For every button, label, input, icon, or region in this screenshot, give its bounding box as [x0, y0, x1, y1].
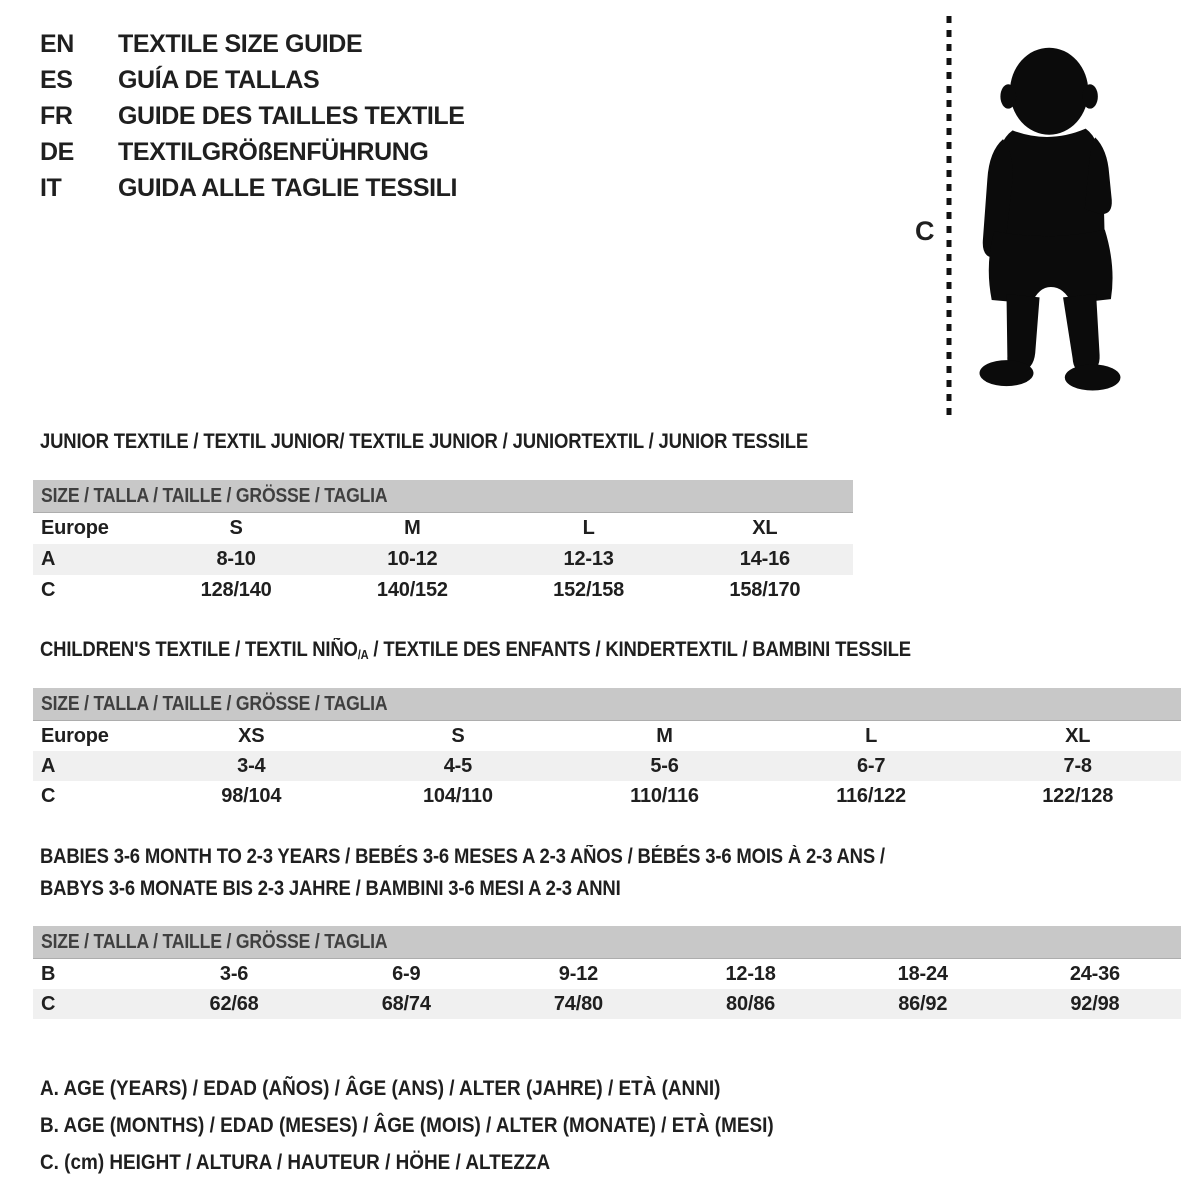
table-row-age-months: B 3-6 6-9 9-12 12-18 18-24 24-36 — [41, 962, 1120, 985]
size-header-bar: SIZE / TALLA / TAILLE / GRÖSSE / TAGLIA — [33, 688, 1181, 721]
table-row-height-cm: C 128/140 140/152 152/158 158/170 — [41, 579, 801, 601]
lang-code: DE — [40, 137, 74, 166]
table-row-age-years: A 8-10 10-12 12-13 14-16 — [33, 544, 853, 575]
lang-code: EN — [40, 29, 74, 58]
lang-row-it — [40, 170, 465, 206]
babies-section-title: BABIES 3-6 MONTH TO 2-3 YEARS / BEBÉS 3-6 MESES A 2-3 AÑOS / BÉBÉS 3-6 MOIS À 2-3 ANS / BABYS 3-6 MONATE BIS 2-3 JAHRE / BAMBINI 3-6 MESI A 2-3 ANNI — [40, 845, 885, 900]
lang-row-en — [40, 26, 465, 62]
lang-title: TEXTILE SIZE GUIDE — [118, 29, 363, 58]
lang-code: IT — [40, 173, 62, 202]
junior-section-title: JUNIOR TEXTILE / TEXTIL JUNIOR/ TEXTILE JUNIOR / JUNIORTEXTIL / JUNIOR TESSILE — [40, 430, 809, 453]
size-header-bar: SIZE / TALLA / TAILLE / GRÖSSE / TAGLIA — [33, 926, 1181, 959]
legend-line-age-months: B. AGE (MONTHS) / EDAD (MESES) / ÂGE (MOIS) / ALTER (MONATE) / ETÀ (MESI) — [40, 1113, 774, 1137]
size-header-bar: SIZE / TALLA / TAILLE / GRÖSSE / TAGLIA — [33, 480, 853, 513]
baby-silhouette-icon — [963, 20, 1137, 420]
childrens-section-title: CHILDREN'S TEXTILE / TEXTIL NIÑO/A / TEXTILE DES ENFANTS / KINDERTEXTIL / BAMBINI TESSILE — [40, 638, 911, 663]
lang-code: FR — [40, 101, 73, 130]
lang-row-de — [40, 134, 465, 170]
language-title-list — [40, 26, 465, 206]
lang-title: GUIDE DES TAILLES TEXTILE — [118, 101, 465, 130]
legend-line-height: C. (cm) HEIGHT / ALTURA / HAUTEUR / HÖHE / ALTEZZA — [40, 1150, 551, 1174]
lang-title: GUIDA ALLE TAGLIE TESSILI — [118, 173, 458, 202]
junior-size-table — [33, 480, 853, 606]
lang-row-fr — [40, 98, 465, 134]
table-row-europe: Europe S M L XL — [41, 517, 778, 539]
table-row-height-cm: C 98/104 104/110 110/116 116/122 122/128 — [41, 784, 1114, 807]
table-row-age-years: A 3-4 4-5 5-6 6-7 7-8 — [33, 751, 1181, 781]
lang-code: ES — [40, 65, 73, 94]
legend-line-age-years: A. AGE (YEARS) / EDAD (AÑOS) / ÂGE (ANS) / ALTER (JAHRE) / ETÀ (ANNI) — [40, 1076, 721, 1100]
table-row-europe: Europe XS S M L XL — [41, 724, 1091, 747]
nino-a-subscript: /A — [357, 648, 369, 663]
lang-title: TEXTILGRÖßENFÜHRUNG — [118, 137, 429, 166]
table-row-height-cm: C 62/68 68/74 74/80 80/86 86/92 92/98 — [33, 989, 1181, 1019]
babies-size-table — [33, 926, 1181, 1019]
legend — [40, 1070, 874, 1181]
childrens-size-table — [33, 688, 1181, 811]
height-dashed-line — [944, 16, 954, 418]
lang-title: GUÍA DE TALLAS — [118, 65, 320, 94]
height-measure-label: C — [915, 216, 935, 246]
lang-row-es — [40, 62, 465, 98]
